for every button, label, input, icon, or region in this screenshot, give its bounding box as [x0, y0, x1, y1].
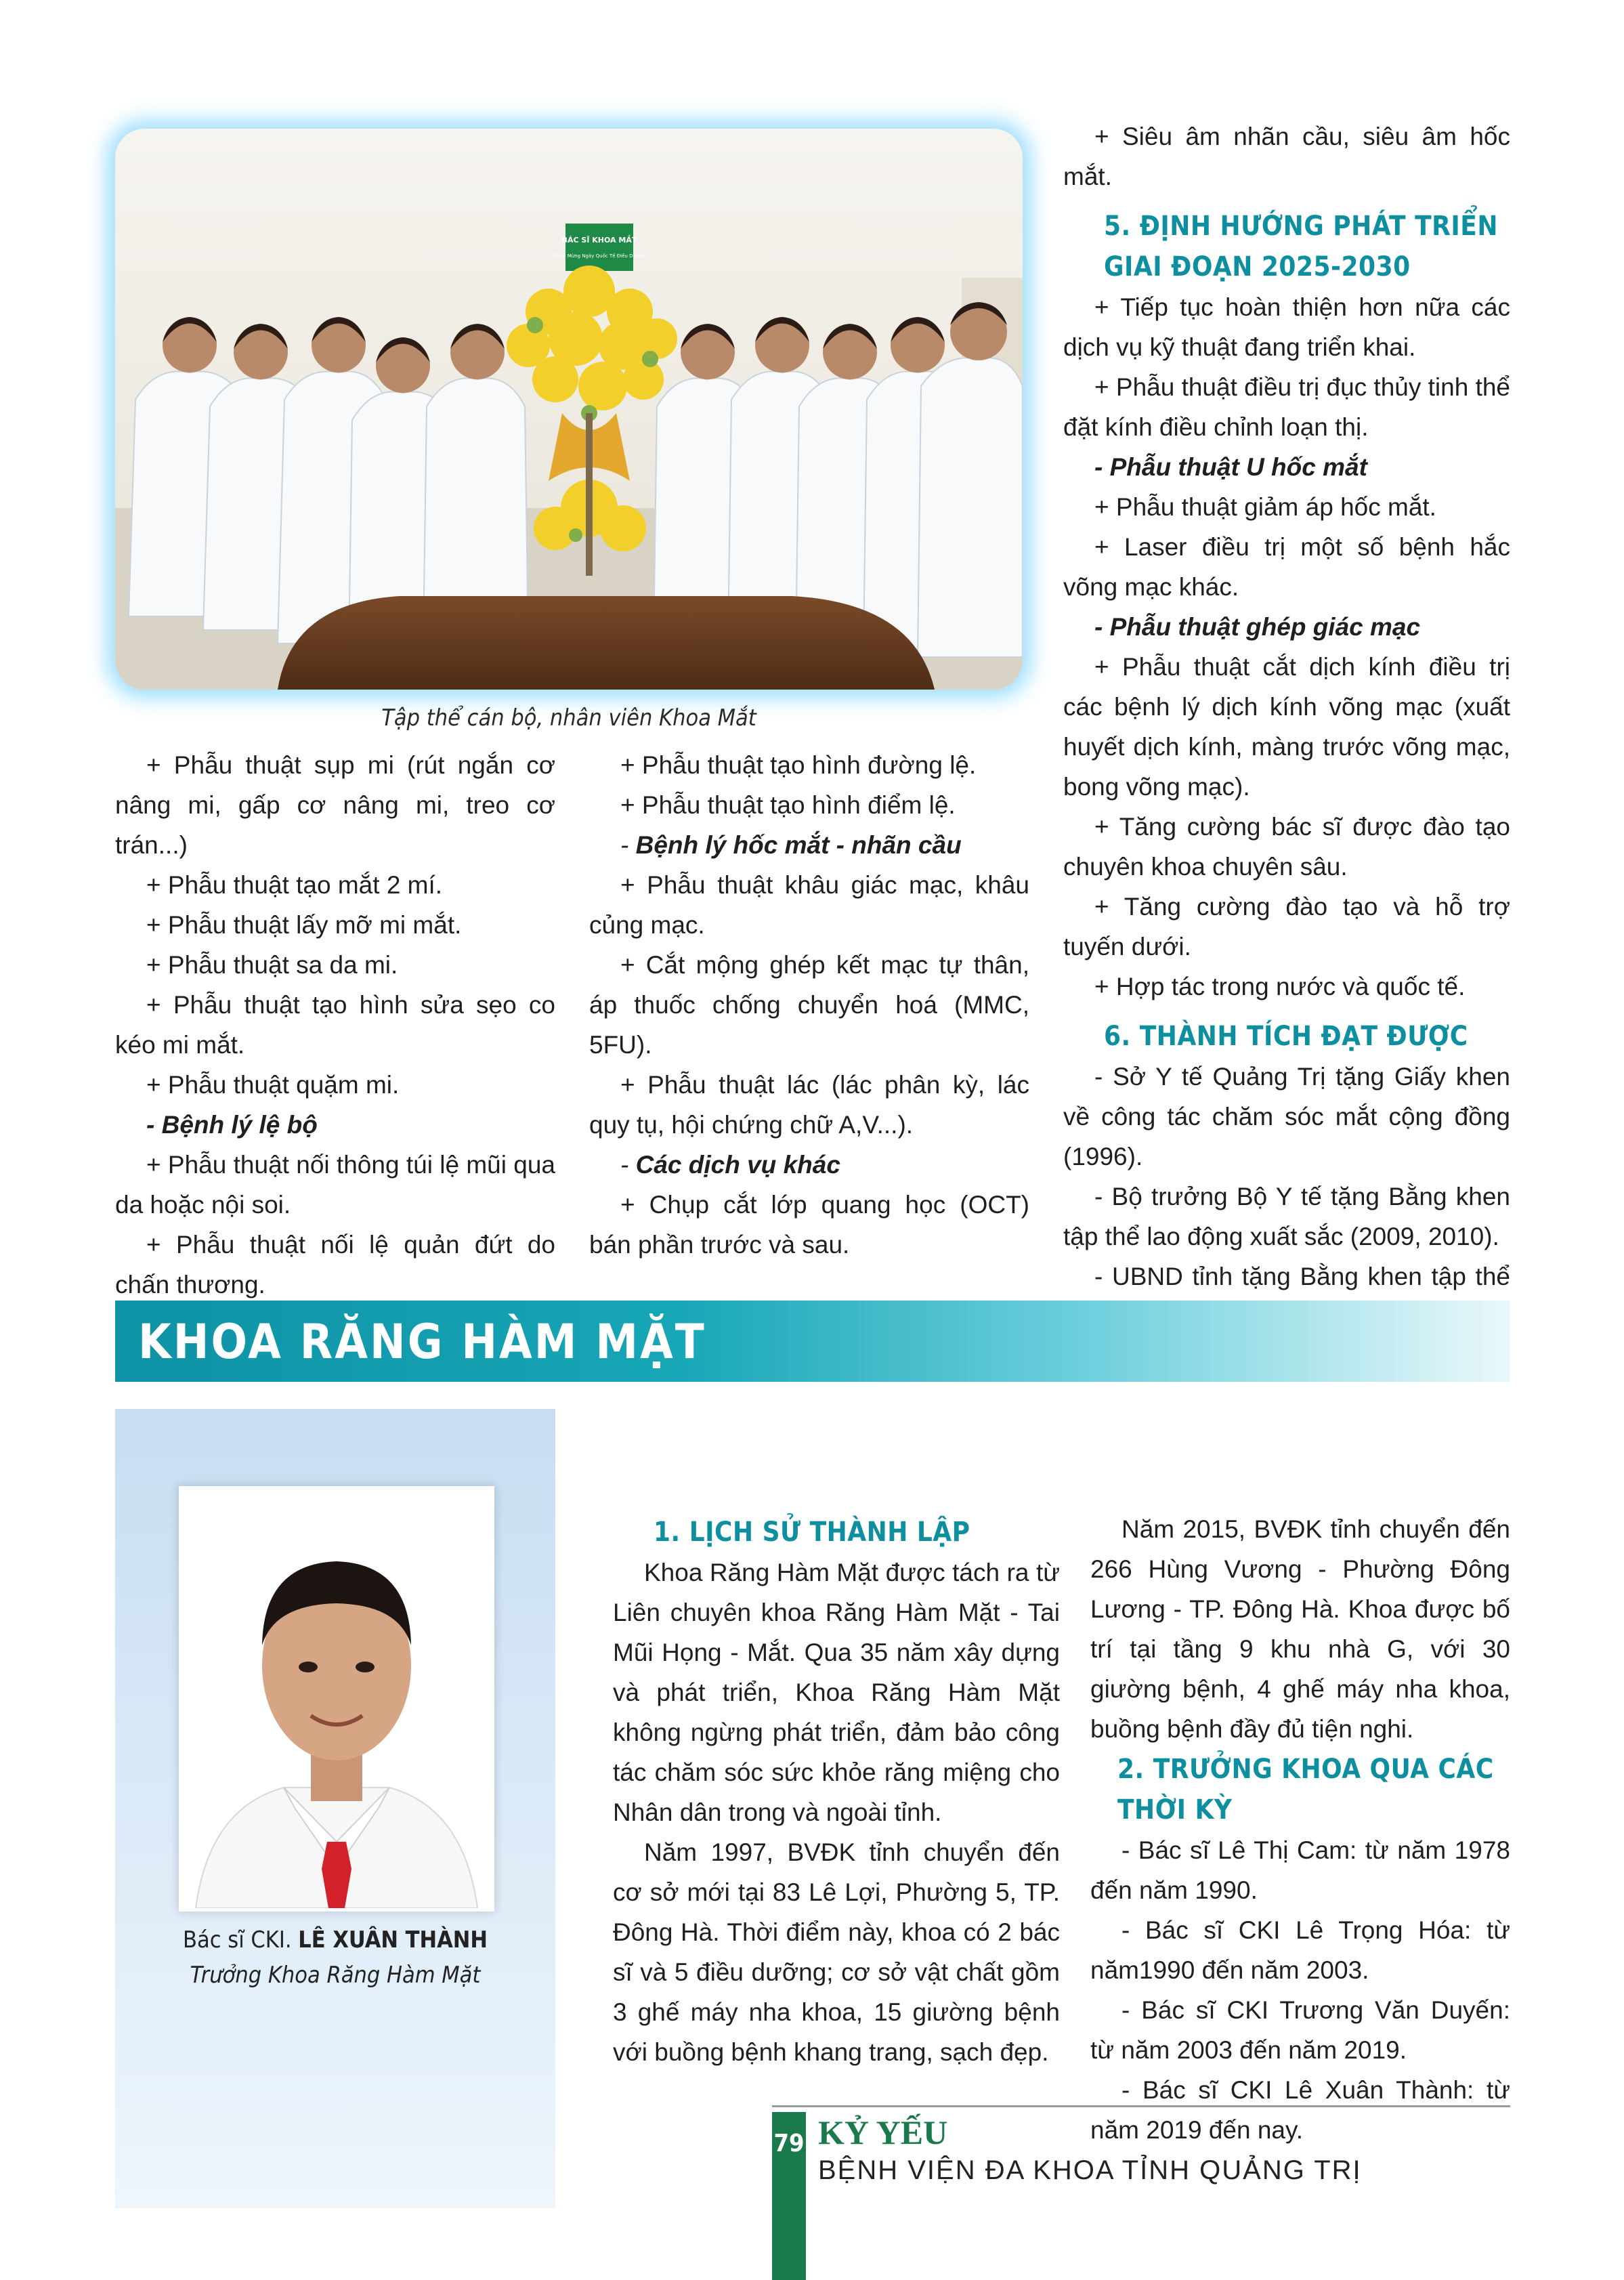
subheading-hoc-mat: - Bệnh lý hốc mắt - nhãn cầu: [620, 831, 962, 859]
right-column: [1063, 117, 1510, 1336]
list-item: - Bác sĩ CKI Trương Văn Duyến: từ năm 2003 đến năm 2019.: [1090, 1996, 1510, 2064]
list-item: + Phẫu thuật quặm mi.: [146, 1071, 400, 1099]
department-title: KHOA RĂNG HÀM MẶT: [138, 1314, 706, 1370]
paragraph: Khoa Răng Hàm Mặt được tách ra từ Liên chuyên khoa Răng Hàm Mặt - Tai Mũi Họng - Mắt. Qua 35 năm xây dựng và phát triển, Khoa Răng Hàm Mặt không ngừng phát triển, đảm bảo công tác chăm sóc sức khỏe răng miệng cho Nhân dân trong và ngoài tỉnh.: [613, 1559, 1060, 1826]
portrait-title: Bác sĩ CKI.: [183, 1926, 292, 1954]
photo-caption: Tập thể cán bộ, nhân viên Khoa Mắt: [381, 704, 756, 732]
paragraph: Năm 1997, BVĐK tỉnh chuyển đến cơ sở mới tại 83 Lê Lợi, Phường 5, TP. Đông Hà. Thời điểm này, khoa có 2 bác sĩ và 5 điều dưỡng; cơ sở vật chất gồm 3 ghế máy nha khoa, 15 giường bệnh với buồng bệnh khang trang, sạch đẹp.: [613, 1838, 1060, 2066]
middle-column: [589, 745, 1029, 1265]
footer-yearbook: KỶ YẾU: [818, 2113, 948, 2151]
flower-banner-card: [565, 224, 633, 271]
flower-sub-text: Chúc Mừng Ngày Quốc Tế Điều Dưỡng: [553, 253, 645, 259]
portrait-caption: [115, 1922, 555, 1993]
list-item: + Cắt mộng ghép kết mạc tự thân, áp thuốc chống chuyển hoá (MMC, 5FU).: [589, 951, 1029, 1059]
subheading-dich-vu-khac-text: Các dịch vụ khác: [635, 1151, 840, 1179]
list-item: + Tăng cường đào tạo và hỗ trợ tuyến dưới.: [1063, 893, 1510, 960]
list-item: + Chụp cắt lớp quang học (OCT) bán phần trước và sau.: [589, 1191, 1029, 1259]
heads-column: [1090, 1509, 1510, 2150]
portrait-role: Trưởng Khoa Răng Hàm Mặt: [190, 1962, 481, 1989]
list-item: + Tăng cường bác sĩ được đào tạo chuyên khoa chuyên sâu.: [1063, 813, 1510, 881]
section-heading-heads: 2. TRƯỞNG KHOA QUA CÁC THỜI KỲ: [1117, 1754, 1494, 1825]
list-item: + Phẫu thuật cắt dịch kính điều trị các bệnh lý dịch kính võng mạc (xuất huyết dịch kính, màng trước võng mạc, bong võng mạc).: [1063, 653, 1510, 801]
left-column: [115, 745, 555, 1305]
paragraph: Năm 2015, BVĐK tỉnh chuyển đến 266 Hùng Vương - Phường Đông Lương - TP. Đông Hà. Khoa được bố trí tại tầng 9 khu nhà G, với 30 giường bệnh, 4 ghế máy nha khoa, buồng bệnh đầy đủ tiện nghi.: [1090, 1515, 1510, 1743]
subheading-ghep-giac-mac: - Phẫu thuật ghép giác mạc: [1094, 613, 1421, 641]
list-item: + Phẫu thuật lấy mỡ mi mắt.: [146, 911, 462, 939]
list-item: + Phẫu thuật lác (lác phân kỳ, lác quy tụ, hội chứng chữ A,V...).: [589, 1071, 1029, 1139]
list-item: - Bác sĩ CKI Lê Trọng Hóa: từ năm1990 đến năm 2003.: [1090, 1916, 1510, 1984]
department-banner: [115, 1301, 1510, 1382]
footer-page-tab: [772, 2112, 806, 2280]
portrait-caption-line1: [115, 1922, 555, 1958]
list-item: + Phẫu thuật giảm áp hốc mắt.: [1094, 493, 1436, 521]
list-item: - Sở Y tế Quảng Trị tặng Giấy khen về công tác chăm sóc mắt cộng đồng (1996).: [1063, 1063, 1510, 1170]
list-item: + Phẫu thuật tạo hình điểm lệ.: [620, 791, 956, 819]
list-item: + Phẫu thuật khâu giác mạc, khâu củng mạc.: [589, 871, 1029, 939]
list-item: + Siêu âm nhãn cầu, siêu âm hốc mắt.: [1063, 123, 1510, 190]
section-heading-history: 1. LỊCH SỬ THÀNH LẬP: [654, 1517, 970, 1548]
page-number: 79: [773, 2130, 805, 2157]
list-item: - Bác sĩ Lê Thị Cam: từ năm 1978 đến năm 1990.: [1090, 1836, 1510, 1904]
list-item: + Tiếp tục hoàn thiện hơn nữa các dịch vụ kỹ thuật đang triển khai.: [1063, 293, 1510, 361]
section-heading-5: 5. ĐỊNH HƯỚNG PHÁT TRIỂN GIAI ĐOẠN 2025-2030: [1104, 211, 1498, 282]
subheading-hoc-mat-text: Bệnh lý hốc mắt - nhãn cầu: [635, 831, 962, 859]
list-item: + Phẫu thuật tạo hình sửa sẹo co kéo mi mắt.: [115, 991, 555, 1059]
subheading-dich-vu-khac: - Các dịch vụ khác: [620, 1151, 840, 1179]
list-item: + Phẫu thuật tạo hình đường lệ.: [620, 751, 977, 779]
flower-banner-text: BÁC SĨ KHOA MẮT: [561, 236, 637, 245]
list-item: + Hợp tác trong nước và quốc tế.: [1094, 973, 1466, 1000]
staff-group-photo: [115, 129, 1023, 690]
list-item: + Phẫu thuật sụp mi (rút ngắn cơ nâng mi, gấp cơ nâng mi, treo cơ trán...): [115, 751, 555, 859]
list-item: - UBND tỉnh tặng Bằng khen tập thể: [1094, 1263, 1510, 1290]
list-item: + Phẫu thuật nối lệ quản đứt do chấn thương.: [115, 1231, 555, 1299]
section-heading-6: 6. THÀNH TÍCH ĐẠT ĐƯỢC: [1104, 1021, 1468, 1052]
portrait-name: LÊ XUÂN THÀNH: [298, 1926, 488, 1954]
list-item: + Laser điều trị một số bệnh hắc võng mạc khác.: [1063, 533, 1510, 601]
portrait-photo: [179, 1486, 494, 1912]
doctor-portrait-illustration: [182, 1490, 491, 1908]
list-item: + Phẫu thuật nối thông túi lệ mũi qua da hoặc nội soi.: [115, 1151, 555, 1219]
list-item: - Bác sĩ CKI Lê Xuân Thành: từ năm 2019 đến nay.: [1090, 2076, 1510, 2144]
footer-divider: [772, 2105, 1510, 2107]
staff-photo-illustration: [115, 129, 1023, 690]
list-item: + Phẫu thuật điều trị đục thủy tinh thể đặt kính điều chỉnh loạn thị.: [1063, 373, 1511, 441]
list-item: + Phẫu thuật sa da mi.: [146, 951, 398, 979]
subheading-le-bo: - Bệnh lý lệ bộ: [146, 1111, 318, 1139]
subheading-u-hoc-mat: - Phẫu thuật U hốc mắt: [1094, 453, 1367, 481]
list-item: + Phẫu thuật tạo mắt 2 mí.: [146, 871, 443, 899]
footer-hospital: BỆNH VIỆN ĐA KHOA TỈNH QUẢNG TRỊ: [818, 2155, 1362, 2185]
history-column: [613, 1512, 1060, 2072]
list-item: - Bộ trưởng Bộ Y tế tặng Bằng khen tập thể lao động xuất sắc (2009, 2010).: [1063, 1183, 1510, 1250]
